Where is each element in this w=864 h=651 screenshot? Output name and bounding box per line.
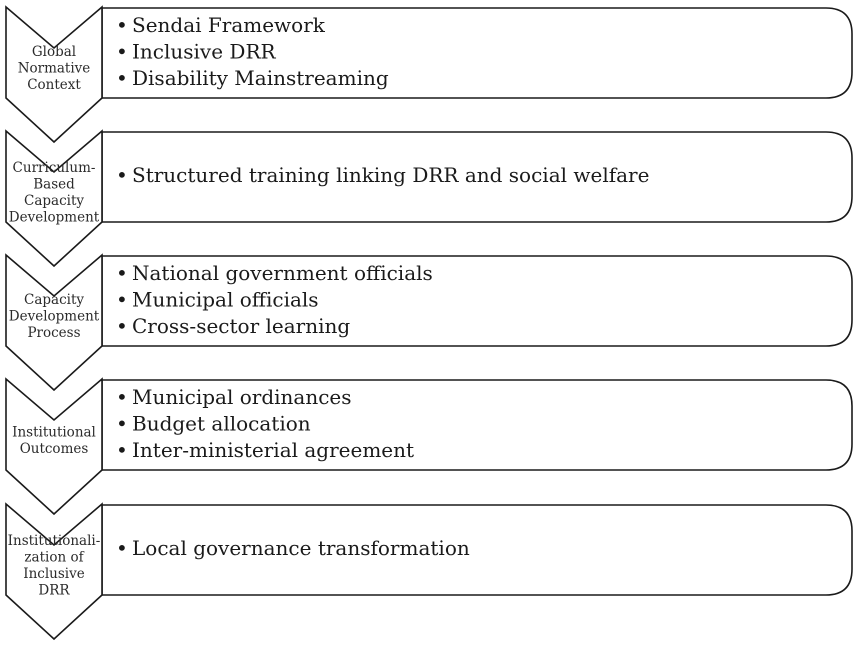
bullet-icon: • [116,438,128,462]
stage-label-line: Based [33,176,75,193]
bullet-icon: • [116,411,128,436]
stage-label-line: Context [27,77,81,93]
bullet-item: Disability Mainstreaming [132,66,389,90]
bullet-item: Sendai Framework [132,13,325,37]
stage-label-line: Capacity [24,192,84,209]
bullet-item: Inclusive DRR [132,39,276,64]
bullet-icon: • [116,163,128,187]
stage-row [6,379,852,514]
bullet-icon: • [116,39,128,64]
stage-label-line: Institutional [12,424,96,441]
stage-label-line: DRR [38,582,70,599]
bullet-icon: • [116,13,128,37]
bullet-item: Inter-ministerial agreement [132,438,415,462]
stage-row [6,504,852,639]
stage-row [6,131,852,266]
bullet-icon: • [116,66,128,90]
bullet-item: Cross-sector learning [132,314,351,338]
stage-label-line: Normative [17,60,91,77]
stage-label-line: Process [27,325,81,341]
stage-label-line: Development [8,209,100,226]
stage-label-line: Capacity [24,292,84,308]
stage-label-line: zation of [24,549,84,566]
bullet-item: Structured training linking DRR and social welfare [132,163,650,187]
stage-label-line: Development [8,308,100,325]
bullet-icon: • [116,385,128,409]
stage-row [6,255,852,390]
bullet-icon: • [116,287,128,312]
stage-label-line: Global [31,44,77,60]
bullet-icon: • [116,314,128,338]
bullet-icon: • [116,536,128,560]
stage-label-line: Inclusive [23,565,85,582]
stage-row [6,7,852,142]
stage-label-line: Outcomes [19,440,89,457]
bullet-item: Local governance transformation [132,536,470,560]
bullet-item: National government officials [132,261,433,285]
stage-label-line: Curriculum- [12,159,96,176]
stage-label-line: Institutionali- [7,532,101,549]
bullet-icon: • [116,261,128,285]
bullet-item: Budget allocation [132,411,311,436]
bullet-item: Municipal officials [132,287,319,312]
bullet-item: Municipal ordinances [132,385,352,409]
